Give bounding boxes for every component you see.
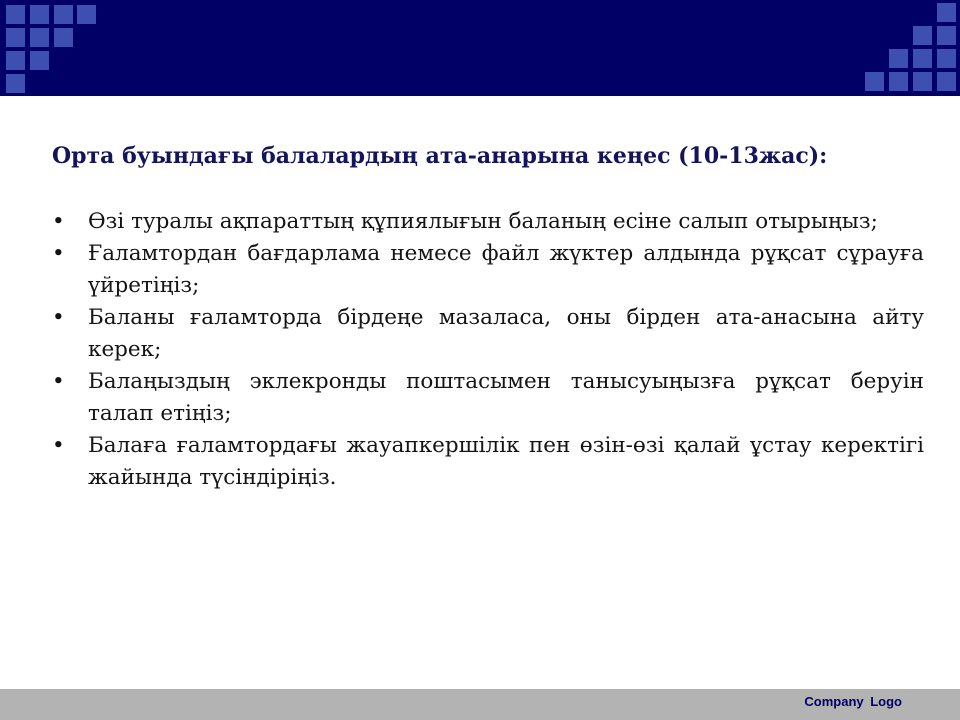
bullet-marker: • [52,305,65,330]
bullet-text: Балаға ғаламтордағы жауапкершілік пен өзін-өзі қалай ұстау керектігі жайында түсіндіріңіз. [88,433,924,490]
bullet-item [52,302,924,366]
bullet-text: Өзі туралы ақпараттың құпиялығын баланың есіне салып отырыңыз; [88,209,878,234]
bullet-marker: • [52,209,65,234]
decor-square [937,49,956,68]
bullet-marker: • [52,241,65,266]
decor-square [937,3,956,22]
decor-square [6,74,25,93]
decor-square [6,51,25,70]
bullet-marker: • [52,433,65,458]
decor-square [77,5,96,24]
bullet-text: Ғаламтордан бағдарлама немесе файл жүктер алдында рұқсат сұрауға үйретіңіз; [88,241,924,298]
header-band [0,0,960,96]
decor-square [865,72,884,91]
bullet-marker: • [52,369,65,394]
decor-square [937,72,956,91]
decor-square [30,51,49,70]
bullet-item [52,430,924,494]
decor-square [913,26,932,45]
bullet-list [52,206,924,494]
bullet-text: Баланы ғаламторда бірдеңе мазаласа, оны бірден ата-анасына айту керек; [88,305,924,362]
decor-square [54,5,73,24]
decor-square [889,49,908,68]
slide-title: Орта буындағы балалардың ата-анарына кеңес (10-13жас): [52,143,828,169]
decor-square [913,72,932,91]
bullet-text: Балаңыздың эклекронды поштасымен танысуыңызға рұқсат беруін талап етіңіз; [88,369,924,426]
company-logo-text: Company Logo [804,694,902,709]
decor-square [6,5,25,24]
bullet-item [52,238,924,302]
bullet-item [52,366,924,430]
decor-square [30,28,49,47]
decor-square [30,5,49,24]
bullet-item [52,206,924,238]
decor-square [6,28,25,47]
decor-square [937,26,956,45]
decor-square [889,72,908,91]
decor-square [913,49,932,68]
decor-square [54,28,73,47]
